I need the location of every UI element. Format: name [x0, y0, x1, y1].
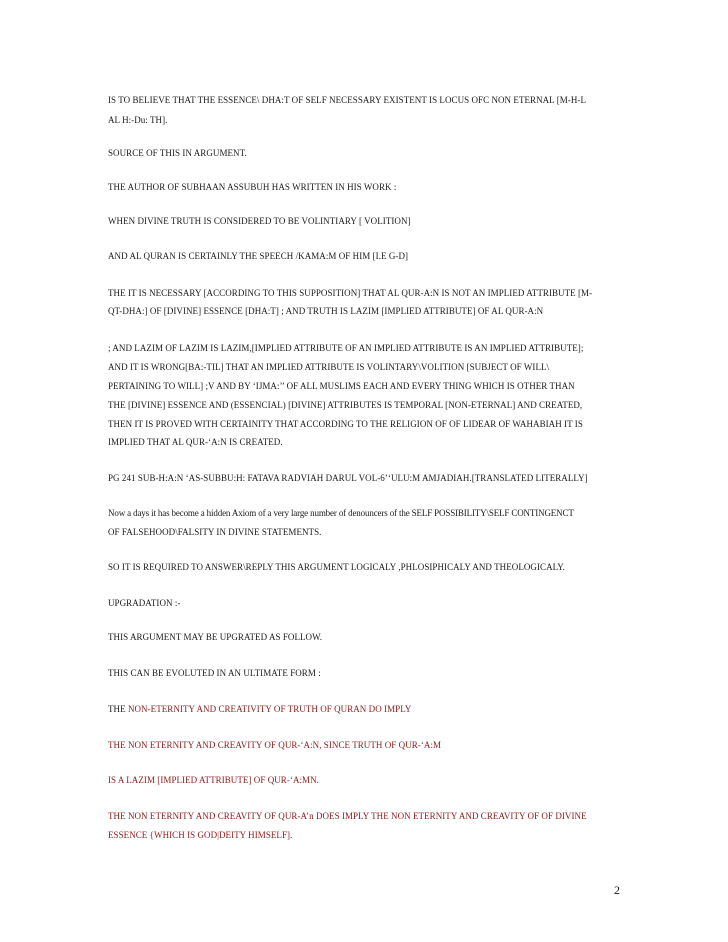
text-line: AL H:-Du: TH]. — [108, 115, 168, 125]
ultimate-form-prefix: THE — [108, 704, 128, 714]
page-number: 2 — [614, 883, 620, 897]
section-heading: SOURCE OF THIS IN ARGUMENT. — [108, 148, 247, 158]
text-line: THE AUTHOR OF SUBHAAN ASSUBUH HAS WRITTEN IN HIS WORK : — [108, 182, 397, 192]
ultimate-form-line: IS A LAZIM [IMPLIED ATTRIBUTE] OF QUR-‘A:MN. — [108, 775, 319, 785]
ultimate-form-line: THE NON ETERNITY AND CREAVITY OF QUR-‘A:N, SINCE TRUTH OF QUR-‘A:M — [108, 740, 442, 750]
ultimate-form-line — [108, 703, 411, 715]
quoted-line: AND AL QURAN IS CERTAINLY THE SPEECH /KAMA:M OF HIM [I.E G-D] — [108, 251, 409, 261]
text-line: OF FALSEHOOD\FALSITY IN DIVINE STATEMENTS. — [108, 527, 322, 537]
text-line: Now a days it has become a hidden Axiom of a very large number of denouncers of the SELF POSSIBILITY\SELF CONTINGENCT — [108, 508, 574, 518]
quoted-line: THEN IT IS PROVED WITH CERTAINITY THAT ACCORDING TO THE RELIGION OF OF LIDEAR OF WAHABIAH IT IS — [108, 419, 583, 429]
text-line: THIS CAN BE EVOLUTED IN AN ULTIMATE FORM : — [108, 668, 321, 678]
text-line: THIS ARGUMENT MAY BE UPGRATED AS FOLLOW. — [108, 632, 323, 642]
quoted-line: WHEN DIVINE TRUTH IS CONSIDERED TO BE VOLINTIARY [ VOLITION] — [108, 216, 411, 226]
quoted-line: THE IT IS NECESSARY [ACCORDING TO THIS SUPPOSITION] THAT AL QUR-A:N IS NOT AN IMPLIED ATTRIBUTE [M- — [108, 288, 593, 298]
quoted-line: PERTAINING TO WILL] ;V AND BY ‘IJMA:’’ OF ALL MUSLIMS EACH AND EVERY THING WHICH IS OTHER THAN — [108, 381, 575, 391]
section-heading: UPGRADATION :- — [108, 598, 181, 608]
quoted-line: QT-DHA:] OF [DIVINE] ESSENCE [DHA:T] ; AND TRUTH IS LAZIM [IMPLIED ATTRIBUTE] OF AL QUR-A:N — [108, 306, 544, 316]
ultimate-form-emphasis: NON-ETERNITY AND CREATIVITY OF TRUTH OF QURAN DO IMPLY — [127, 704, 412, 714]
ultimate-form-line: THE NON ETERNITY AND CREAVITY OF QUR-A’n DOES IMPLY THE NON ETERNITY AND CREAVITY OF OF DIVINE — [108, 811, 587, 821]
quoted-line: THE [DIVINE] ESSENCE AND (ESSENCIAL) [DIVINE] ATTRIBUTES IS TEMPORAL [NON-ETERNAL] AND CREATED, — [108, 400, 583, 410]
quoted-line: ; AND LAZIM OF LAZIM IS LAZIM,[IMPLIED ATTRIBUTE OF AN IMPLIED ATTRIBUTE IS AN IMPLIED ATTRIBUTE]; — [108, 343, 584, 353]
quoted-line: AND IT IS WRONG[BA:-TIL] THAT AN IMPLIED ATTRIBUTE IS VOLINTARY\VOLITION [SUBJECT OF WILL\ — [108, 362, 550, 372]
citation-line: PG 241 SUB-H:A:N ‘AS-SUBBU:H: FATAVA RADVIAH DARUL VOL-6’‘ULU:M AMJADIAH.[TRANSLATED LITERALLY] — [108, 473, 588, 483]
text-line: SO IT IS REQUIRED TO ANSWER\REPLY THIS ARGUMENT LOGICALY ,PHLOSIPHICALY AND THEOLOGICALY. — [108, 562, 565, 572]
text-line: IS TO BELIEVE THAT THE ESSENCE\ DHA:T OF SELF NECESSARY EXISTENT IS LOCUS OFC NON ETERNAL [M-H-L — [108, 95, 586, 105]
ultimate-form-line: ESSENCE {WHICH IS GOD|DEITY HIMSELF]. — [108, 830, 293, 840]
quoted-line: IMPLIED THAT AL QUR-‘A:N IS CREATED. — [108, 437, 283, 447]
